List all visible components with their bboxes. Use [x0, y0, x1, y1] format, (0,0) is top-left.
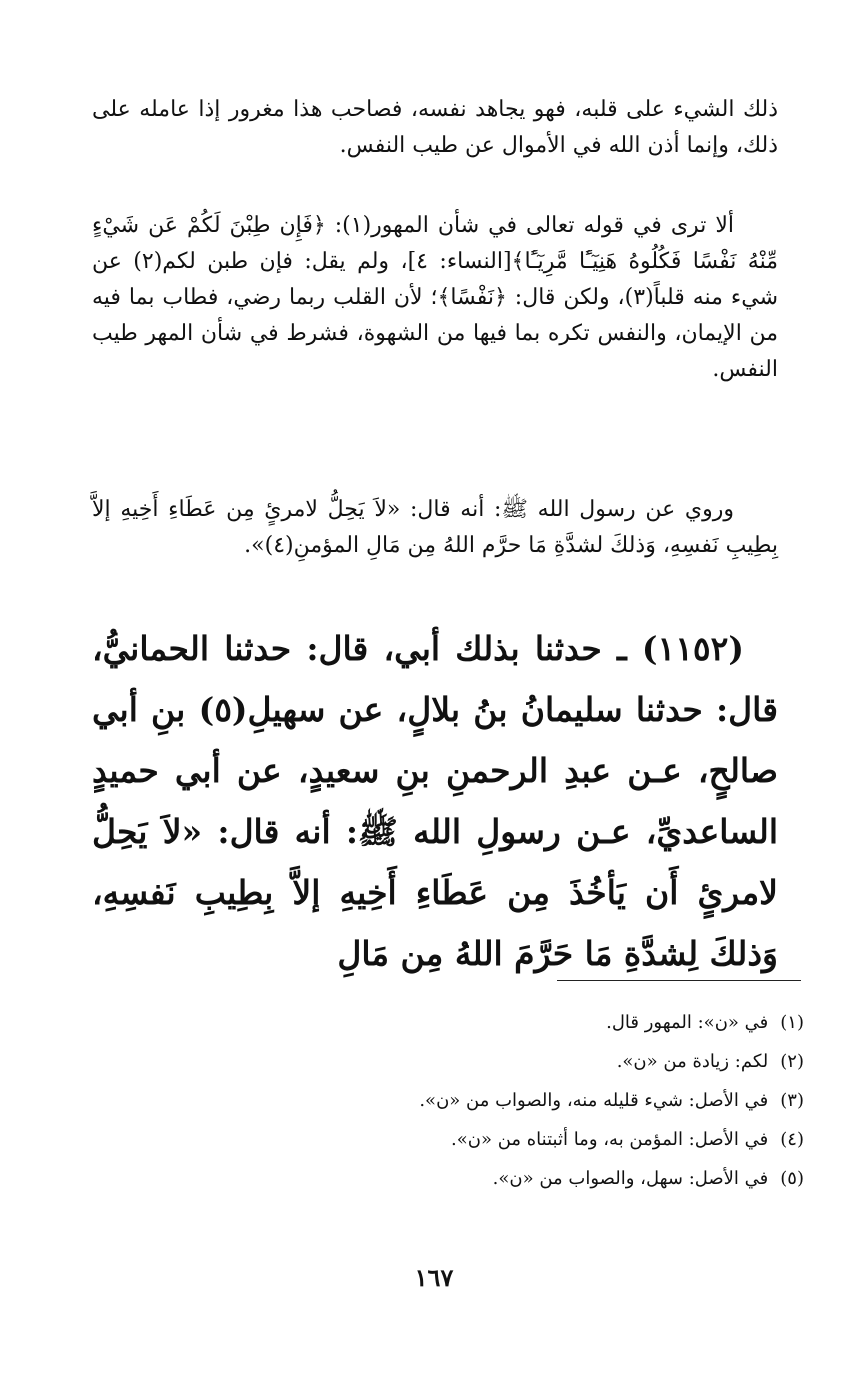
footnote-number: (٣)	[780, 1090, 804, 1111]
footnote-3	[92, 1081, 804, 1120]
hadith-1152: (١١٥٢) ـ حدثنا بذلك أبي، قال: حدثنا الحمانيُّ، قال: حدثنا سليمانُ بنُ بلالٍ، عن سهيلِ(٥) بنِ أبي صالحٍ، عـن عبدِ الرحمنِ بنِ سعيدٍ، عن أبي حميدٍ الساعديِّ، عـن رسولِ الله ﷺ: أنه قال: «لاَ يَحِلُّ لامرئٍ أَن يَأخُذَ مِن عَطَاءِ أَخِيهِ إلاَّ بِطِيبِ نَفسِهِ، وَذلكَ لِشدَّةِ مَا حَرَّمَ اللهُ مِن مَالِ	[92, 629, 778, 973]
footnote-1	[92, 1003, 804, 1042]
footnote-5	[92, 1159, 804, 1198]
page-number: ١٦٧	[414, 1263, 454, 1292]
footnote-number: (١)	[780, 1012, 804, 1033]
body-paragraph-1: ذلك الشيء على قلبه، فهو يجاهد نفسه، فصاحب هذا مغرور إذا عامله على ذلك، وإنما أذن الله في الأموال عن طيب النفس.	[92, 97, 778, 158]
footnote-text: في الأصل: شيء قليله منه، والصواب من «ن».	[419, 1090, 769, 1111]
footnote-separator	[557, 980, 801, 981]
footnotes-list	[92, 1003, 804, 1198]
footnote-number: (٥)	[780, 1168, 804, 1189]
body-paragraph-3: وروي عن رسول الله ﷺ: أنه قال: «لاَ يَحِلُّ لامرئٍ مِن عَطَاءِ أَخِيهِ إلاَّ بِطِيبِ نَفسِهِ، وَذلكَ لشدَّةِ مَا حرَّم اللهُ مِن مَالِ المؤمنِ(٤)».	[92, 497, 778, 558]
body-paragraph-2: ألا ترى في قوله تعالى في شأن المهور(١): ﴿فَإِن طِبْنَ لَكُمْ عَن شَيْءٍ مِّنْهُ نَفْسًا فَكُلُوهُ هَنِيٓـًٔا مَّرِيٓـًٔا﴾[النساء: ٤]، ولم يقل: فإن طبن لكم(٢) عن شيء منه قلباً(٣)، ولكن قال: ﴿نَفْسًا﴾؛ لأن القلب ربما رضي، فطاب بما فيه من الإيمان، والنفس تكره بما فيها من الشهوة، فشرط في شأن المهر طيب النفس.	[92, 213, 779, 382]
footnote-2	[92, 1042, 804, 1081]
footnote-4	[92, 1120, 804, 1159]
footnote-text: في الأصل: سهل، والصواب من «ن».	[492, 1168, 769, 1189]
footnote-number: (٤)	[780, 1129, 804, 1150]
footnote-text: في الأصل: المؤمن به، وما أثبتناه من «ن».	[451, 1129, 769, 1150]
footnote-text: في «ن»: المهور قال.	[606, 1012, 769, 1033]
footnote-text: لكم: زيادة من «ن».	[616, 1051, 769, 1072]
footnote-number: (٢)	[780, 1051, 804, 1072]
